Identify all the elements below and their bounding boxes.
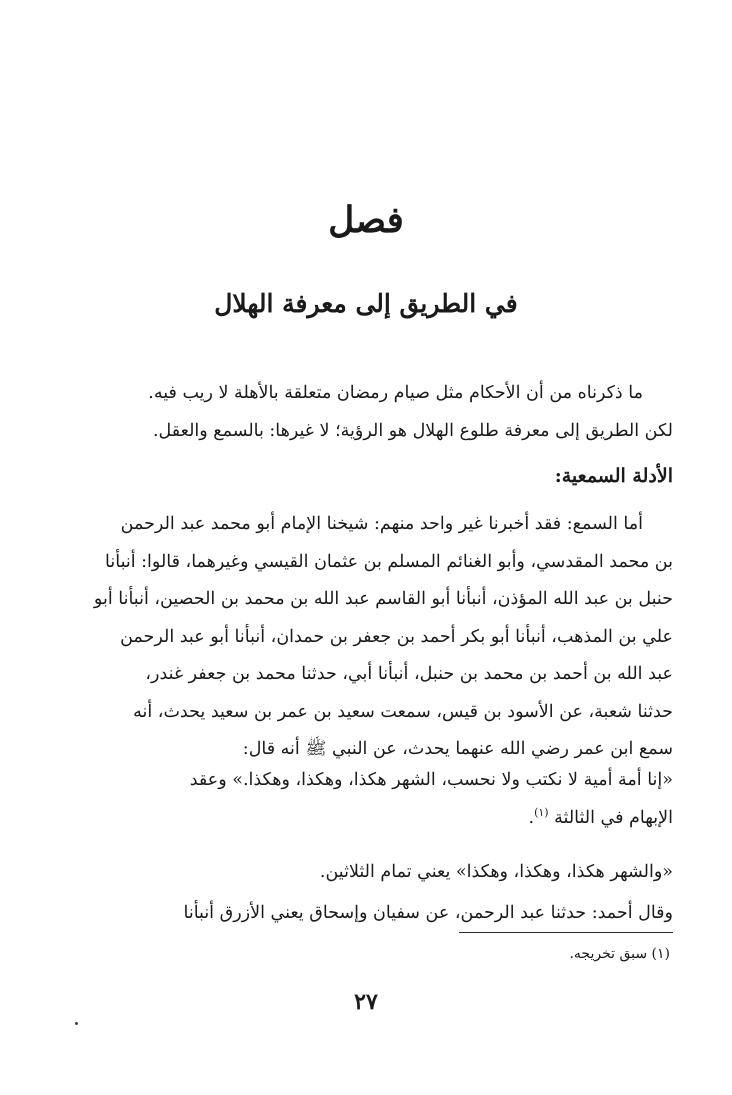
- body-line: وقال أحمد: حدثنا عبد الرحمن، عن سفيان وإسحاق يعني الأزرق أنبأنا: [183, 903, 673, 923]
- body-line: عبد الله بن أحمد بن محمد بن حنبل، أنبأنا أبي، حدثنا محمد بن جعفر غندر،: [145, 664, 673, 684]
- quote-line: [59, 800, 673, 838]
- hadith-quote-second: [59, 854, 673, 892]
- hadith-quote: [59, 762, 673, 837]
- continuation-paragraph: [59, 895, 673, 933]
- quote-line: «والشهر هكذا، وهكذا، وهكذا» يعني تمام الثلاثين.: [319, 862, 673, 882]
- body-paragraph: [59, 506, 673, 769]
- body-line: بن محمد المقدسي، وأبو الغنائم المسلم بن عثمان القيسي وغيرهما، قالوا: أنبأنا: [105, 551, 673, 572]
- footnote-reference[interactable]: (١): [534, 805, 549, 819]
- quote-line: «إنا أمة أمية لا نكتب ولا نحسب، الشهر هكذا، وهكذا، وهكذا.» وعقد: [189, 770, 673, 790]
- quote-line-text: الإبهام في الثالثة: [554, 807, 673, 828]
- quote-line-end: .: [528, 807, 535, 828]
- body-line: حنبل بن عبد الله المؤذن، أنبأنا أبو القاسم عبد الله بن محمد بن الحصين، أنبأنا أبو: [93, 589, 673, 609]
- section-title: في الطريق إلى معرفة الهلال: [214, 289, 518, 318]
- intro-line: لكن الطريق إلى معرفة طلوع الهلال هو الرؤية؛ لا غيرها: بالسمع والعقل.: [152, 420, 673, 441]
- intro-line: ما ذكرناه من أن الأحكام مثل صيام رمضان متعلقة بالأهلة لا ريب فيه.: [148, 383, 643, 403]
- chapter-title: فصل: [328, 199, 404, 241]
- scan-speck: [75, 1022, 78, 1025]
- footnote-divider: [459, 932, 673, 933]
- body-line: أما السمع: فقد أخبرنا غير واحد منهم: شيخنا الإمام أبو محمد عبد الرحمن: [120, 514, 643, 534]
- page-number: ٢٧: [354, 989, 378, 1015]
- subheading-evidence: الأدلة السمعية:: [554, 465, 673, 487]
- body-line: حدثنا شعبة، عن الأسود بن قيس، سمعت سعيد بن عمر بن سعيد يحدث، أنه: [133, 701, 673, 722]
- intro-paragraph: [59, 375, 673, 450]
- body-line: علي بن المذهب، أنبأنا أبو بكر أحمد بن جعفر بن حمدان، أنبأنا أبو عبد الرحمن: [120, 626, 673, 647]
- body-line: سمع ابن عمر رضي الله عنهما يحدث، عن النبي ﷺ أنه قال:: [242, 739, 673, 759]
- footnote-text: (١) سبق تخريجه.: [569, 946, 670, 962]
